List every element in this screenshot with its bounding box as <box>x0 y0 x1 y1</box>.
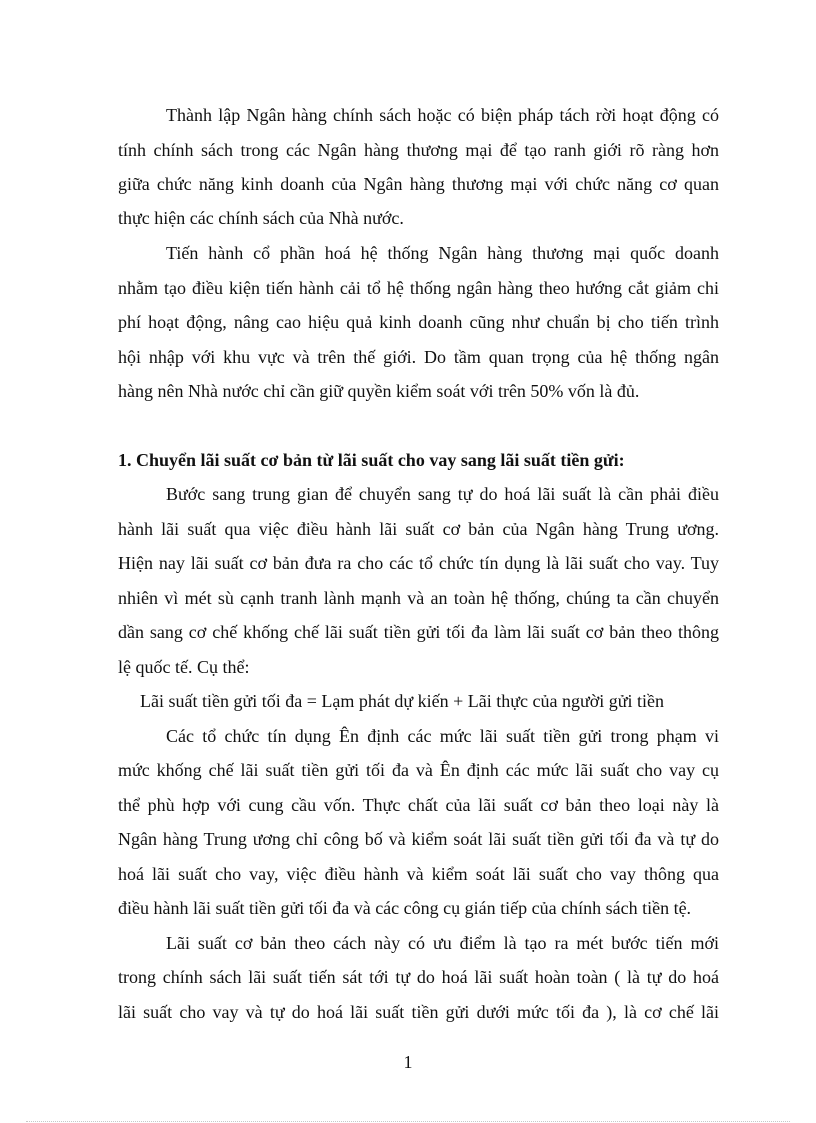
text-line: giữa chức năng kinh doanh của Ngân hàng thương mại với chức năng cơ quan <box>118 174 719 194</box>
text-line: nhằm tạo điều kiện tiến hành cải tổ hệ thống ngân hàng theo hướng cắt giảm chi <box>118 278 719 298</box>
text-line: lệ quốc tế. Cụ thể: <box>118 657 250 677</box>
text-line: hàng nên Nhà nước chỉ cần giữ quyền kiểm soát với trên 50% vốn là đủ. <box>118 381 640 401</box>
text-line: tính chính sách trong các Ngân hàng thương mại để tạo ranh giới rõ ràng hơn <box>118 140 719 160</box>
text-line: Lãi suất cơ bản theo cách này có ưu điểm là tạo ra mét bước tiến mới <box>166 933 719 953</box>
text-line: Hiện nay lãi suất cơ bản đưa ra cho các tổ chức tín dụng là lãi suất cho vay. Tuy <box>118 553 719 573</box>
text-line: hội nhập với khu vực và trên thế giới. Do tầm quan trọng của hệ thống ngân <box>118 347 719 367</box>
section-heading: 1. Chuyển lãi suất cơ bản từ lãi suất cho vay sang lãi suất tiền gửi: <box>118 450 625 470</box>
text-line: Các tổ chức tín dụng Ên định các mức lãi suất tiền gửi trong phạm vi <box>166 726 719 746</box>
text-line: hành lãi suất qua việc điều hành lãi suất cơ bản của Ngân hàng Trung ương. <box>118 519 719 539</box>
text-line: dần sang cơ chế khống chế lãi suất tiền gửi tối đa làm lãi suất cơ bản theo thông <box>118 622 719 642</box>
text-line: Ngân hàng Trung ương chỉ công bố và kiểm soát lãi suất tiền gửi tối đa và tự do <box>118 829 719 849</box>
formula-line: Lãi suất tiền gửi tối đa = Lạm phát dự kiến + Lãi thực của người gửi tiền <box>140 691 664 711</box>
text-line: lãi suất cho vay và tự do hoá lãi suất tiền gửi dưới mức tối đa ), là cơ chế lãi <box>118 1002 719 1022</box>
text-line: Tiến hành cổ phần hoá hệ thống Ngân hàng thương mại quốc doanh <box>166 243 719 263</box>
text-line: phí hoạt động, nâng cao hiệu quả kinh doanh cũng như chuẩn bị cho tiến trình <box>118 312 719 332</box>
text-line: điều hành lãi suất tiền gửi tối đa và các công cụ gián tiếp của chính sách tiền tệ. <box>118 898 692 918</box>
text-line: thể phù hợp với cung cầu vốn. Thực chất của lãi suất cơ bản theo loại này là <box>118 795 719 815</box>
text-line: mức khống chế lãi suất tiền gửi tối đa và Ên định các mức lãi suất cho vay cụ <box>118 760 719 780</box>
text-line: Thành lập Ngân hàng chính sách hoặc có biện pháp tách rời hoạt động có <box>166 105 719 125</box>
page-divider <box>26 1121 790 1122</box>
text-line: thực hiện các chính sách của Nhà nước. <box>118 208 404 228</box>
text-line: hoá lãi suất cho vay, việc điều hành và kiểm soát lãi suất cho vay thông qua <box>118 864 719 884</box>
text-line: Bước sang trung gian để chuyển sang tự do hoá lãi suất là cần phải điều <box>166 484 719 504</box>
text-line: trong chính sách lãi suất tiến sát tới tự do hoá lãi suất hoàn toàn ( là tự do hoá <box>118 967 719 987</box>
text-line: nhiên vì mét sù cạnh tranh lành mạnh và an toàn hệ thống, chúng ta cần chuyển <box>118 588 719 608</box>
page-number: 1 <box>403 1052 413 1072</box>
